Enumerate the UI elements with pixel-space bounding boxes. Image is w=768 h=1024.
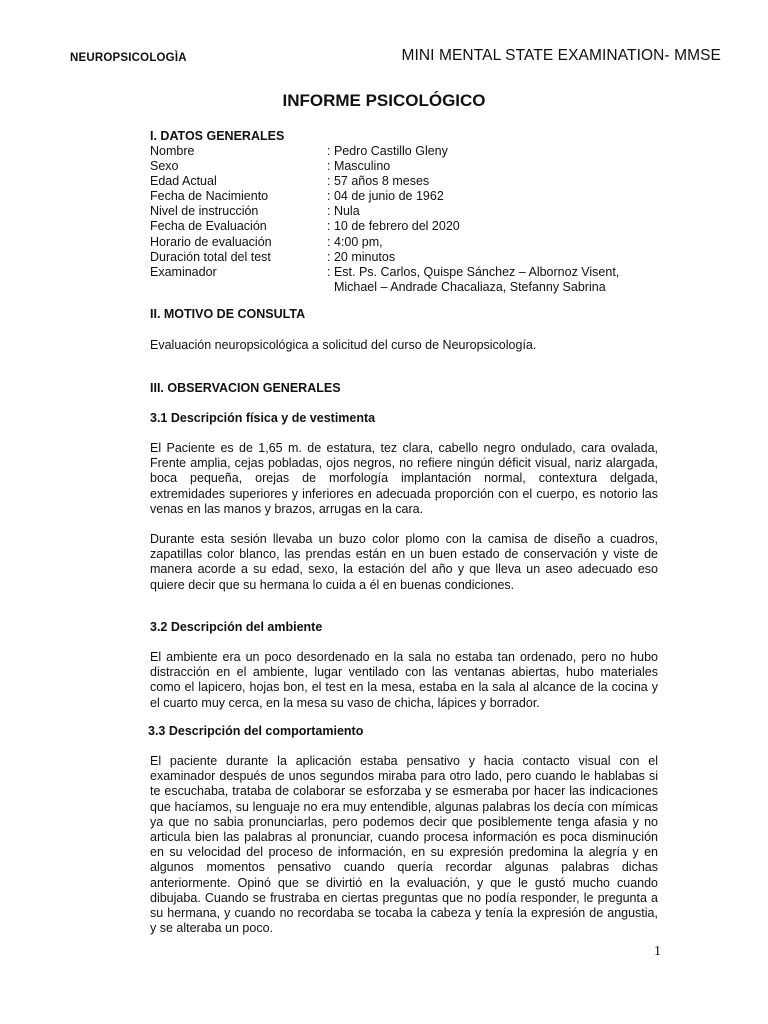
datos-label: Fecha de Nacimiento [150,189,269,204]
datos-label: Edad Actual [150,174,217,189]
datos-row [150,235,647,250]
subsection-heading-3-2: 3.2 Descripción del ambiente [150,620,323,634]
datos-row [150,159,647,174]
datos-value: : 10 de febrero del 2020 [327,219,460,234]
datos-row [150,265,647,280]
paragraph-comportamiento: El paciente durante la aplicación estaba pensativo y hacia contacto visual con el examinador después de unos segundos miraba para otro lado, pero cuando le hablabas si te escuchaba, trataba de colaborar se esforzaba y se esmeraba por hacer las indicaciones que hacíamos, su lenguaje no era muy entendible, algunas palabras los decía con mímicas ya que no sabia pronunciarlas, pero podemos decir que posiblemente tenga afasia y no articula bien las palabras al pronunciar, cuando procesa información es poca disminución en su velocidad del proceso de información, en su expresión predomina la alegría y en algunos momentos pensativo cuando quería recordar algunas palabras dichas anteriormente. Opinó que se divirtió en la evaluación, y que le gustó mucho cuando dibujaba. Cuando se frustraba en ciertas preguntas que no podía responder, le pregunta a su hermana, y cuando no recordaba se tocaba la cabeza y tenía la expresión de angustia, y se alteraba un poco. [150,754,658,936]
datos-value: : 20 minutos [327,249,396,264]
datos-row [150,204,647,219]
paragraph-vestimenta: Durante esta sesión llevaba un buzo color plomo con la camisa de diseño a cuadros, zapatillas color blanco, las prendas están en un buen estado de conservación y viste de manera acorde a su edad, sexo, la estación del año y que lleva un aseo adecuado eso quiere decir que su hermana lo cuida a él en buenas condiciones. [150,532,658,592]
datos-value: : 57 años 8 meses [327,174,430,189]
datos-value: : Pedro Castillo Gleny [327,144,448,158]
datos-row [150,189,647,204]
datos-label: Nivel de instrucción [150,204,259,219]
datos-value: Michael – Andrade Chacaliaza, Stefanny Sabrina [327,279,606,294]
datos-value: : Masculino [327,159,391,174]
report-title: INFORME PSICOLÓGICO [282,91,486,110]
datos-label: Nombre [150,144,195,158]
datos-label: Horario de evaluación [150,234,272,249]
header-test-name: MINI MENTAL STATE EXAMINATION- MMSE [401,47,721,64]
section-heading-datos: I. DATOS GENERALES [150,129,285,143]
section-heading-observaciones: III. OBSERVACION GENERALES [150,381,341,395]
datos-row [150,219,647,234]
datos-row [150,280,647,295]
datos-row [150,144,647,159]
datos-label [150,280,327,295]
page-number: 1 [654,944,661,959]
header-subject: NEUROPSICOLOGÌA [70,52,187,64]
datos-label: Fecha de Evaluación [150,219,267,234]
datos-value: : Nula [327,204,360,219]
subsection-heading-3-1: 3.1 Descripción física y de vestimenta [150,411,376,425]
section-heading-motivo: II. MOTIVO DE CONSULTA [150,307,306,321]
datos-value: : 4:00 pm, [327,234,383,249]
motivo-text: Evaluación neuropsicológica a solicitud del curso de Neuropsicología. [150,338,537,352]
datos-value: : 04 de junio de 1962 [327,189,444,204]
datos-label: Duración total del test [150,249,271,264]
datos-generales-list [150,144,647,295]
datos-label: Examinador [150,264,217,279]
datos-row [150,174,647,189]
datos-value: : Est. Ps. Carlos, Quispe Sánchez – Albornoz Visent, [327,264,620,279]
paragraph-ambiente: El ambiente era un poco desordenado en la sala no estaba tan ordenado, pero no hubo distracción en el ambiente, lugar ventilado con las ventanas abiertas, hubo materiales como el lapicero, hojas bon, el test en la mesa, estaba en la sala al alcance de la cocina y el cuarto muy cerca, en la mesa su vaso de chicha, lápices y borrador. [150,650,658,710]
subsection-heading-3-3: 3.3 Descripción del comportamiento [148,724,364,738]
datos-label: Sexo [150,159,179,174]
paragraph-fisica: El Paciente es de 1,65 m. de estatura, tez clara, cabello negro ondulado, cara ovalada, Frente amplia, cejas pobladas, ojos negros, no refiere ningún déficit visual, nariz alargada, boca pequeña, orejas de morfología implantación normal, contextura delgada, extremidades superiores y inferiores en adecuada proporción con el cuerpo, es notorio las venas en las manos y brazos, arrugas en la cara. [150,441,658,516]
datos-row [150,250,647,265]
